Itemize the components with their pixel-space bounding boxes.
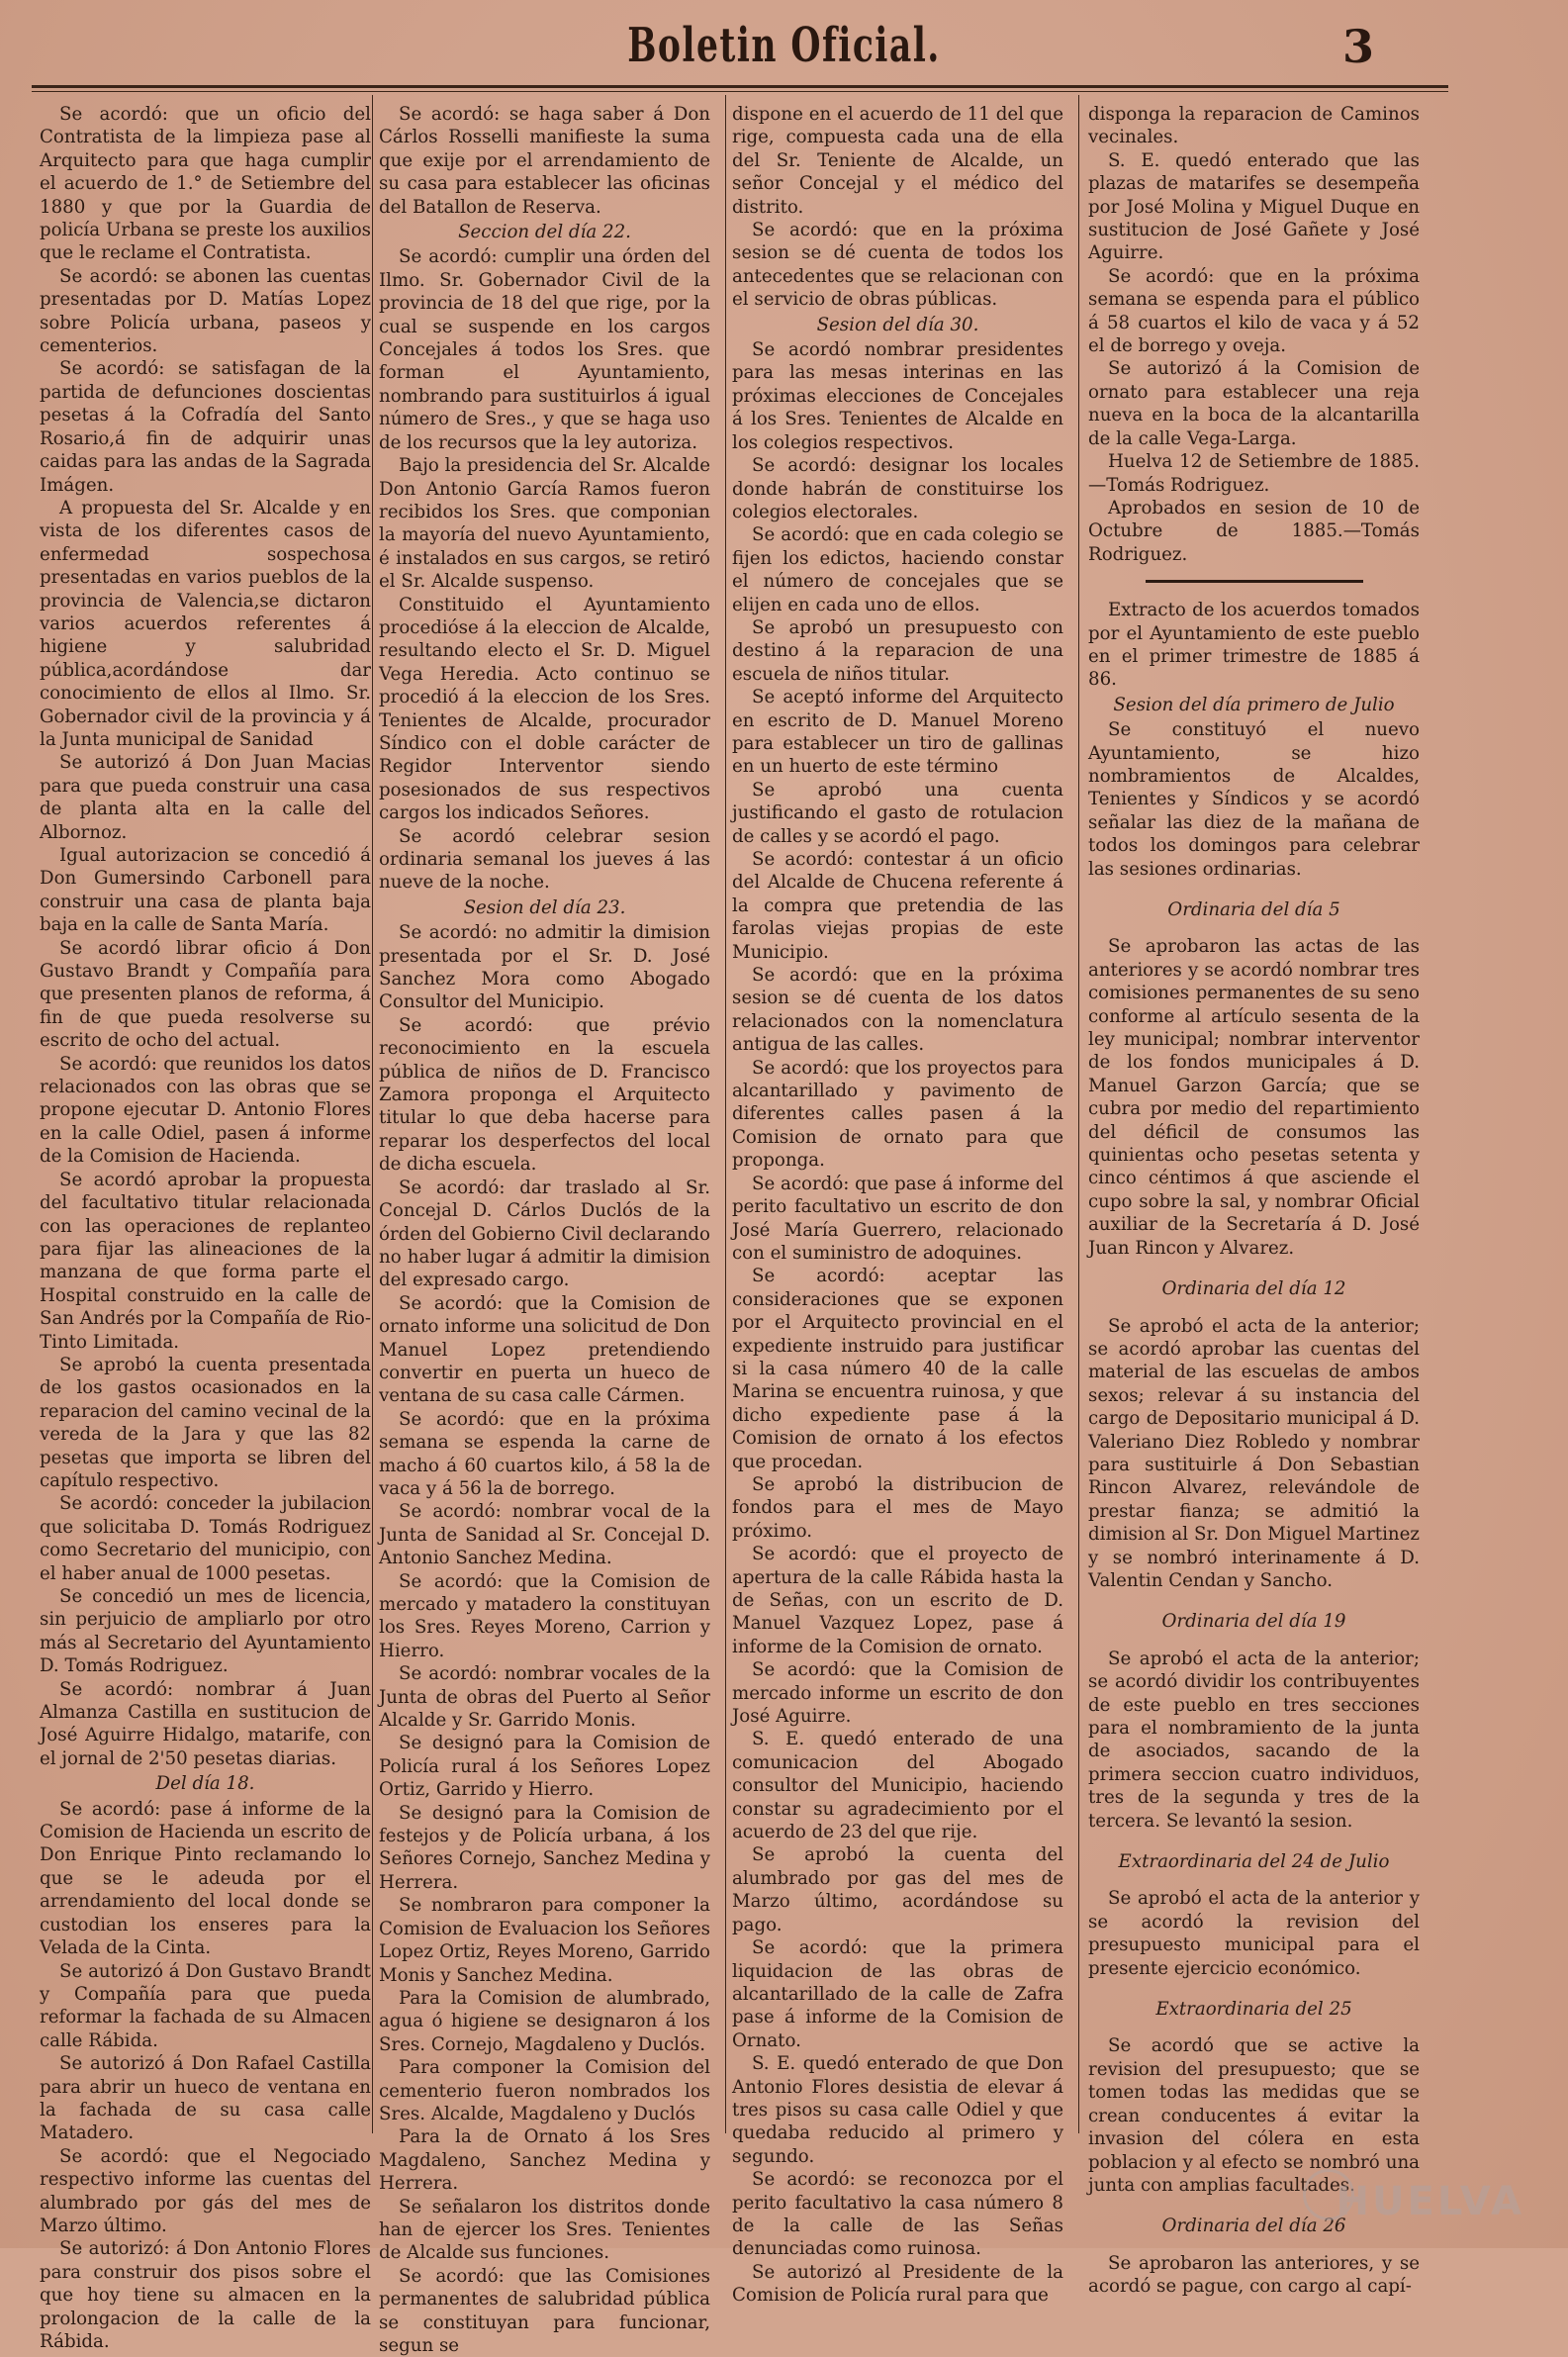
paragraph: Se aprobó la distribucion de fondos para el mes de Mayo próximo. (732, 1473, 1063, 1542)
watermark-text: HUELVA (1336, 2179, 1524, 2224)
paragraph: Se acordó: que un oficio del Contratista de la limpieza pase al Arquitecto para que haga cumplir el acuerdo de 1.° de Setiembre del 1880 y que por la Guardia de policía Urbana se preste los auxilios que le reclame el Contratista. (40, 104, 371, 264)
paragraph: Se acordó: que las Comisiones permanentes de salubridad pública se constituyan para funcionar, segun se (379, 2265, 710, 2356)
section-heading: Seccion del día 22. (458, 222, 631, 243)
paragraph: Se designó para la Comision de Policía rural á los Señores Lopez Ortiz, Garrido y Hierro. (379, 1733, 710, 1801)
paragraph: Se acordó: se satisfagan de la partida de defunciones doscientas pesetas á la Cofradía del Santo Rosario,á fin de adquirir unas caidas para las andas de la Sagrada Imágen. (40, 358, 371, 496)
paragraph: Se aprobó una cuenta justificando el gasto de rotulacion de calles y se acordó el pago. (732, 779, 1063, 847)
paragraph: Se acordó: contestar á un oficio del Alcalde de Chucena referente á la compra que pretendia de las farolas viejas propias de este Municipio. (732, 849, 1063, 963)
paragraph: Constituido el Ayuntamiento procedióse á la eleccion de Alcalde, resultando electo el Sr. D. Miguel Vega Heredia. Acto continuo se procedió á la eleccion de los Sres. Tenientes de Alcalde, procurador Síndico con el doble carácter de Regidor Interventor siendo posesionados de sus respectivos cargos los indicados Señores. (379, 594, 710, 824)
paragraph: Se acordó: pase á informe de la Comision de Hacienda un escrito de Don Enrique Pinto reclamando lo que se le adeuda por el arrendamiento del local donde se custodian los enseres para la Velada de la Cinta. (40, 1798, 371, 1959)
section-heading: Extraordinaria del 24 de Julio (1118, 1851, 1390, 1873)
section-heading: Extraordinaria del 25 (1155, 1999, 1352, 2021)
paragraph: Para componer la Comision del cementerio fueron nombrados los Sres. Alcalde, Magdaleno y Duclós (379, 2057, 710, 2124)
paragraph: Se acordó: que en la próxima sesion se dé cuenta de los datos relacionados con la nomenclatura antigua de las calles. (732, 965, 1063, 1056)
paragraph: Se acordó: conceder la jubilacion que solicitaba D. Tomás Rodriguez como Secretario del municipio, con el haber anual de 1000 pesetas. (40, 1493, 371, 1584)
paragraph: Se acordó: dar traslado al Sr. Concejal D. Cárlos Duclós de la órden del Gobierno Civil declarando no haber lugar á admitir la dimision del expresado cargo. (379, 1177, 710, 1291)
paragraph: Se aprobaron las actas de las anteriores y se acordó nombrar tres comisiones permanentes de su seno conforme al artículo sesenta de la ley municipal; nombrar interventor de los fondos municipales á D. Manuel Garzon García; que se cubra por medio del repartimiento del déficil de consumos las quinientas ocho pesetas setenta y cinco céntimos á que asciende el cupo sobre la sal, y nombrar Oficial auxiliar de la Secretaría á D. José Juan Rincon y Alvarez. (1088, 936, 1420, 1259)
paragraph: Se acordó: que la primera liquidacion de las obras de alcantarillado de la calle de Zafra pase á informe de la Comision de Ornato. (732, 1937, 1063, 2051)
paragraph: Se aprobó el acta de la anterior y se acordó la revision del presupuesto municipal para el presente ejercicio económico. (1088, 1888, 1420, 1979)
column-3 (732, 103, 1063, 2307)
column-divider (372, 95, 373, 2133)
section-heading: Sesion del día 23. (463, 896, 626, 918)
paragraph: Se acordó: que los proyectos para alcantarillado y pavimento de diferentes calles pasen á la Comision de ornato para que proponga. (732, 1057, 1063, 1172)
column-divider (725, 95, 726, 2133)
paragraph: Bajo la presidencia del Sr. Alcalde Don Antonio García Ramos fueron recibidos los Sres. que componian la mayoría del nuevo Ayuntamiento, é instalados en sus cargos, se retiró el Sr. Alcalde suspenso. (379, 455, 710, 593)
column-2 (379, 103, 710, 2356)
paragraph: Se acordó: nombrar á Juan Almanza Castilla en sustitucion de José Aguirre Hidalgo, matarife, con el jornal de 2'50 pesetas diarias. (40, 1678, 371, 1769)
paragraph: Se acordó: designar los locales donde habrán de constituirse los colegios electorales. (732, 455, 1063, 522)
archive-watermark (1297, 2139, 1524, 2228)
paragraph: Huelva 12 de Setiembre de 1885. —Tomás Rodriguez. (1088, 451, 1420, 496)
paragraph: Se aprobó la cuenta presentada de los gastos ocasionados en la reparacion del camino vecinal de la vereda de la Jara y que las 82 pesetas que importa se libren del capítulo respectivo. (40, 1354, 371, 1491)
paragraph: Se aprobó un presupuesto con destino á la reparacion de una escuela de niños titular. (732, 616, 1063, 685)
paragraph: Igual autorizacion se concedió á Don Gumersindo Carbonell para construir una casa de planta baja baja en la calle de Santa María. (40, 845, 371, 936)
section-heading: Sesion del día primero de Julio (1113, 694, 1395, 715)
column-divider (1078, 95, 1079, 2133)
paragraph: Se constituyó el nuevo Ayuntamiento, se hizo nombramientos de Alcaldes, Tenientes y Síndicos y se acordó señalar las diez de la mañana de todos los domingos para celebrar las sesiones ordinarias. (1088, 719, 1420, 880)
paragraph: Se concedió un mes de licencia, sin perjuicio de ampliarlo por otro más al Secretario del Ayuntamiento D. Tomás Rodriguez. (40, 1586, 371, 1677)
section-divider (1146, 580, 1363, 583)
section-heading: Ordinaria del día 26 (1161, 2216, 1346, 2237)
paragraph: Se acordó: que pase á informe del perito facultativo un escrito de don José María Guerrero, relacionado con el suministro de adoquines. (732, 1173, 1063, 1264)
paragraph: Se acordó celebrar sesion ordinaria semanal los jueves á las nueve de la noche. (379, 825, 710, 894)
paragraph: Se acordó: se reconozca por el perito facultativo la casa número 8 de la calle de las Señas denunciadas como ruinosa. (732, 2169, 1063, 2260)
paragraph: Se autorizó al Presidente de la Comision de Policía rural para que (732, 2261, 1063, 2307)
header-rule-thin (32, 91, 1448, 92)
paragraph: disponga la reparacion de Caminos vecinales. (1088, 104, 1420, 148)
paragraph: Se acordó: que prévio reconocimiento en la escuela pública de niños de D. Francisco Zamora proponga el Arquitecto titular lo que deba hacerse para reparar los desperfectos del local de dicha escuela. (379, 1014, 710, 1176)
paragraph: Se acordó: se abonen las cuentas presentadas por D. Matías Lopez sobre Policía urbana, paseos y cementerios. (40, 265, 371, 357)
paragraph: Se acordó aprobar la propuesta del facultativo titular relacionada con las operaciones de replanteo para fijar las alineaciones de la manzana de que forma parte el Hospital construido en la calle de San Andrés por la Compañía de Rio-Tinto Limitada. (40, 1169, 371, 1353)
paragraph: Se señalaron los distritos donde han de ejercer los Sres. Tenientes de Alcalde sus funciones. (379, 2196, 710, 2264)
paragraph: Se acordó: que el Negociado respectivo informe las cuentas del alumbrado por gás del mes de Marzo último. (40, 2145, 371, 2236)
paragraph: Se autorizó á Don Rafael Castilla para abrir un hueco de ventana en la fachada de su casa calle Matadero. (40, 2053, 371, 2144)
paragraph: Se aprobaron las anteriores, y se acordó se pague, con cargo al capí- (1088, 2252, 1420, 2298)
paragraph: S. E. quedó enterado que las plazas de matarifes se desempeña por José Molina y Miguel Duque en sustitucion de José Gañete y José Aguirre. (1088, 149, 1420, 264)
paragraph: Aprobados en sesion de 10 de Octubre de 1885.—Tomás Rodriguez. (1088, 497, 1420, 565)
paragraph: Se acordó que se active la revision del presupuesto; que se tomen todas las medidas que se crean conducentes á evitar la invasion del cólera en esta poblacion y al efecto se nombró una junta con amplias facultades. (1088, 2035, 1420, 2196)
paragraph: Se aprobó la cuenta del alumbrado por gas del mes de Marzo último, acordándose su pago. (732, 1844, 1063, 1935)
paragraph: Se acordó: que reunidos los datos relacionados con las obras que se propone ejecutar D. Antonio Flores en la calle Odiel, pasen á informe de la Comision de Hacienda. (40, 1053, 371, 1168)
paragraph: Se nombraron para componer la Comision de Evaluacion los Señores Lopez Ortiz, Reyes Moreno, Garrido Monis y Sanchez Medina. (379, 1895, 710, 1986)
paragraph: dispone en el acuerdo de 11 del que rige, compuesta cada una de ella del Sr. Teniente de Alcalde, un señor Concejal y el médico del distrito. (732, 104, 1063, 218)
page-number: 3 (1341, 20, 1374, 73)
section-heading: Ordinaria del día 5 (1167, 899, 1340, 920)
section-heading: Del día 18. (155, 1773, 255, 1795)
paragraph: Extracto de los acuerdos tomados por el Ayuntamiento de este pueblo en el primer trimestre de 1885 á 86. (1088, 600, 1420, 691)
paragraph: Se acordó librar oficio á Don Gustavo Brandt y Compañía para que presenten planos de reforma, á fin de que pueda resolverse su escrito de ocho del actual. (40, 937, 371, 1052)
paragraph: Para la de Ornato á los Sres Magdaleno, Sanchez Medina y Herrera. (379, 2126, 710, 2195)
paragraph: Se aprobó el acta de la anterior; se acordó dividir los contribuyentes de este pueblo en tres secciones para el nombramiento de la junta de asociados, sacando de la primera seccion cuatro individuos, tres de la segunda y tres de la tercera. Se levantó la sesion. (1088, 1648, 1420, 1832)
section-heading: Sesion del día 30. (816, 314, 979, 335)
paragraph: Se acordó: se haga saber á Don Cárlos Rosselli manifieste la suma que exije por el arrendamiento de su casa para establecer las oficinas del Batallon de Reserva. (379, 104, 710, 218)
paragraph: Se acordó: no admitir la dimision presentada por el Sr. D. José Sanchez Mora como Abogado Consultor del Municipio. (379, 922, 710, 1013)
paragraph: Se acordó: que en la próxima sesion se dé cuenta de todos los antecedentes que se relacionan con el servicio de obras públicas. (732, 220, 1063, 311)
paragraph: Se autorizó: á Don Antonio Flores para construir dos pisos sobre el que hoy tiene su almacen en la prolongacion de la calle de la Rábida. (40, 2238, 371, 2352)
paragraph: Se acordó: aceptar las consideraciones que se exponen por el Arquitecto provincial en el expediente instruido para justificar si la casa número 40 de la calle Marina se encuentra ruinosa, y que dicho expediente pase á la Comision de ornato á los efectos que procedan. (732, 1266, 1063, 1472)
header-rule (32, 85, 1448, 88)
paragraph: Se acordó: cumplir una órden del Ilmo. Sr. Gobernador Civil de la provincia de 18 del que rige, por la cual se suspende en los cargos Concejales á todos los Sres. que forman el Ayuntamiento, nombrando para sustituirlos á igual número de Sres., y que se haga uso de los recursos que la ley autoriza. (379, 246, 710, 453)
paragraph: S. E. quedó enterado de que Don Antonio Flores desistia de elevar á tres pisos su casa calle Odiel y que quedaba reducido al primero y segundo. (732, 2053, 1063, 2167)
paragraph: Se designó para la Comision de festejos y de Policía urbana, á los Señores Cornejo, Sanchez Medina y Herrera. (379, 1802, 710, 1893)
paragraph: Se acordó: que en la próxima semana se espenda la carne de macho á 60 cuartos kilo, á 58 la de vaca y á 56 la de borrego. (379, 1408, 710, 1499)
paragraph: A propuesta del Sr. Alcalde y en vista de los diferentes casos de enfermedad sospechosa presentadas en varios pueblos de la provincia de Valencia,se dictaron varios acuerdos referentes á higiene y salubridad pública,acordándose dar conocimiento de ellos al Ilmo. Sr. Gobernador civil de la provincia y á la Junta municipal de Sanidad (40, 497, 371, 750)
paragraph: Para la Comision de alumbrado, agua ó higiene se designaron á los Sres. Cornejo, Magdaleno y Duclós. (379, 1987, 710, 2055)
paragraph: Se acordó: que el proyecto de apertura de la calle Rábida hasta la de Señas, con un escrito de D. Manuel Vazquez Lopez, pase á informe de la Comision de ornato. (732, 1544, 1063, 1657)
masthead (0, 18, 1568, 77)
paragraph: Se acordó: que la Comision de mercado y matadero la constituyan los Sres. Reyes Moreno, Carrion y Hierro. (379, 1570, 710, 1661)
paragraph: Se autorizó á Don Juan Macias para que pueda construir una casa de planta alta en la calle del Albornoz. (40, 752, 371, 843)
page-title: Boletin Oficial. (627, 18, 941, 73)
paragraph: Se acordó: nombrar vocal de la Junta de Sanidad al Sr. Concejal D. Antonio Sanchez Medina. (379, 1501, 710, 1569)
paragraph: Se acordó: nombrar vocales de la Junta de obras del Puerto al Señor Alcalde y Sr. Garrido Monis. (379, 1663, 710, 1732)
paragraph: S. E. quedó enterado de una comunicacion del Abogado consultor del Municipio, haciendo constar su agradecimiento por el acuerdo de 23 del que rije. (732, 1729, 1063, 1843)
paragraph: Se acordó: que en la próxima semana se espenda para el público á 58 cuartos el kilo de vaca y á 52 el de borrego y oveja. (1088, 265, 1420, 357)
paragraph: Se acordó nombrar presidentes para las mesas interinas en las próximas elecciones de Concejales á los Sres. Tenientes de Alcalde en los colegios respectivos. (732, 339, 1063, 453)
paragraph: Se acordó: que la Comision de ornato informe una solicitud de Don Manuel Lopez pretendiendo convertir en puerta un hueco de ventana de su casa calle Cármen. (379, 1292, 710, 1407)
paragraph: Se acordó: que en cada colegio se fijen los edictos, haciendo constar el número de concejales que se elijen en cada uno de ellos. (732, 524, 1063, 615)
paragraph: Se autorizó á Don Gustavo Brandt y Compañía para que pueda reformar la fachada de su Almacen calle Rábida. (40, 1960, 371, 2051)
paragraph: Se aprobó el acta de la anterior; se acordó aprobar las cuentas del material de las escuelas de ambos sexos; relevar á su instancia del cargo de Depositario municipal á D. Valeriano Diez Robledo y nombrar para sustituirle á Don Sebastian Rincon Alvarez, relevándole de prestar fianza; se admitió la dimision al Sr. Don Miguel Martinez y se nombró interinamente á D. Valentin Cendan y Sancho. (1088, 1315, 1420, 1591)
paragraph: Se acordó: que la Comision de mercado informe un escrito de don José Aguirre. (732, 1659, 1063, 1728)
section-heading: Ordinaria del día 19 (1161, 1611, 1346, 1633)
column-1 (40, 103, 371, 2352)
paragraph: Se aceptó informe del Arquitecto en escrito de D. Manuel Moreno para establecer un tiro de gallinas en un huerto de este término (732, 687, 1063, 778)
paragraph: Se autorizó á la Comision de ornato para establecer una reja nueva en la boca de la alcantarilla de la calle Vega-Larga. (1088, 358, 1420, 449)
section-heading: Ordinaria del día 12 (1161, 1278, 1346, 1300)
column-4 (1088, 103, 1420, 2298)
